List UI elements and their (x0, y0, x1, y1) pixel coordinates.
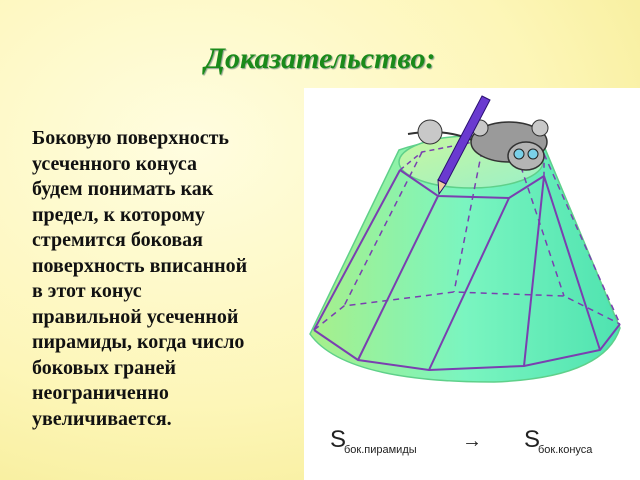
formula-right-subscript: бок.конуса (538, 444, 593, 456)
frustum-diagram (304, 88, 640, 480)
cone-surface (310, 136, 620, 382)
slide-paragraph: Боковую поверхность усеченного конуса будем понимать как предел, к которому стремится боковая поверхность вписанной в этот конус правильной усеченной пирамиды, когда число боковых граней неограниченно увеличивается. (32, 127, 248, 430)
formula (330, 426, 630, 466)
formula-left-subscript: бок.пирамиды (344, 444, 417, 456)
formula-arrow: → (462, 430, 482, 452)
formula-left-symbol: S (330, 426, 347, 453)
frustum-illustration (304, 88, 640, 480)
formula-right-symbol: S (524, 426, 541, 453)
slide-title: Доказательство: (204, 42, 436, 75)
